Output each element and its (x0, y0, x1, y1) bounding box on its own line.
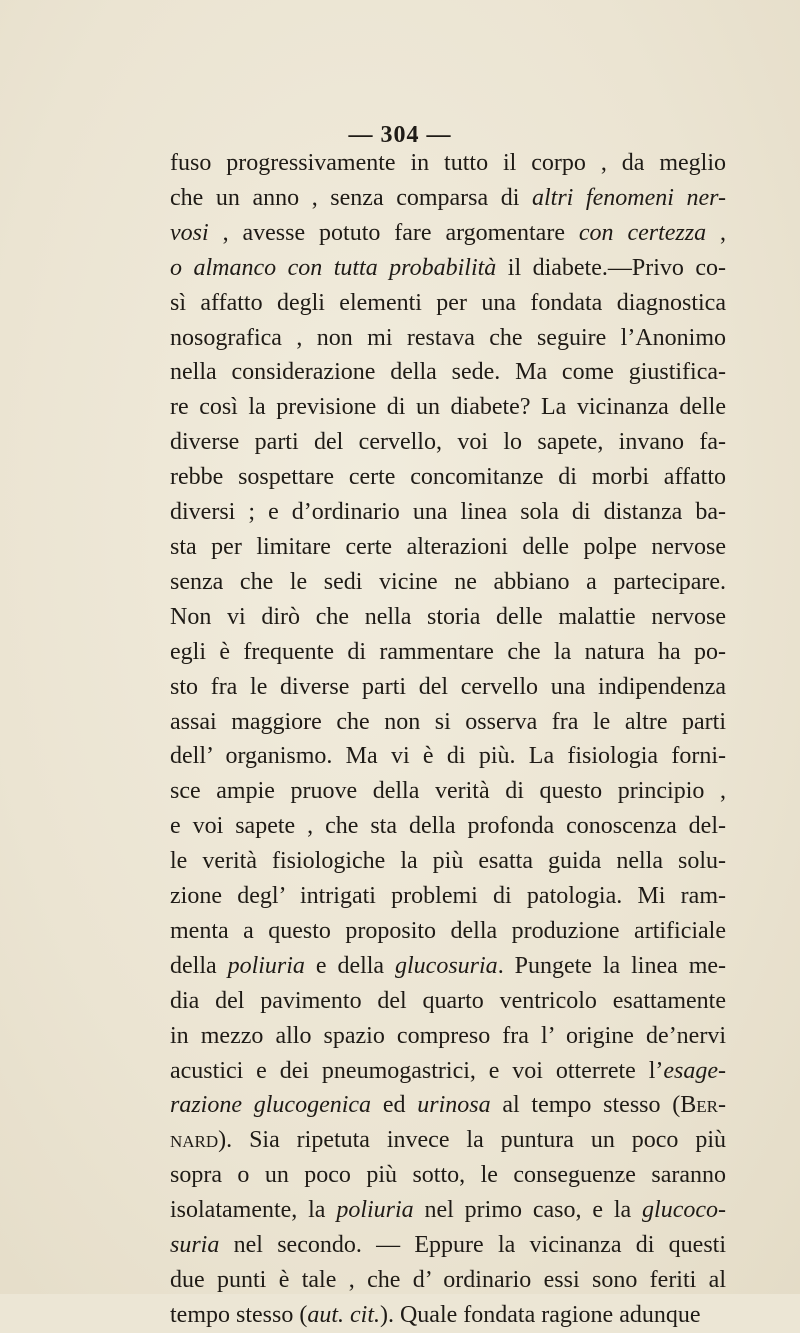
text-segment: isolatamente, la (170, 1197, 337, 1224)
text-line (170, 425, 726, 460)
text-line (170, 914, 726, 949)
text-line (170, 1123, 726, 1158)
text-segment: o almanco con tutta probabilità (170, 254, 497, 281)
text-segment: razione glucogenica (170, 1092, 372, 1119)
text-line (170, 739, 726, 774)
text-segment: nella considerazione della sede. Ma come giustifica- (170, 359, 726, 386)
text-segment: suria (170, 1232, 220, 1259)
text-segment: della (170, 952, 228, 979)
text-line (170, 774, 726, 809)
text-segment: aut. cit. (307, 1301, 380, 1328)
text-line (170, 949, 726, 984)
text-segment: sopra o un poco più sotto, le conseguenze saranno (170, 1162, 726, 1189)
body-text (170, 146, 726, 1333)
text-segment: dia del pavimento del quarto ventricolo esattamente (170, 987, 726, 1014)
text-line (170, 844, 726, 879)
text-line (170, 181, 726, 216)
text-line (170, 390, 726, 425)
text-segment: sì affatto degli elementi per una fondata diagnostica (170, 289, 726, 316)
text-line (170, 1088, 726, 1123)
text-segment: diversi ; e d’ordinario una linea sola di distanza ba- (170, 499, 726, 526)
text-segment: che un anno , senza comparsa di (170, 184, 532, 211)
text-segment: acustici e dei pneumogastrici, e voi otterrete l’ (170, 1057, 664, 1084)
text-line (170, 1263, 726, 1298)
text-segment: e della (304, 952, 396, 979)
text-line (170, 670, 726, 705)
text-segment: ed (371, 1092, 418, 1119)
text-segment: nosografica , non mi restava che seguire l’Anonimo (170, 324, 726, 351)
text-segment: altri fenomeni ner- (532, 184, 726, 211)
text-segment: re così la previsione di un diabete? La vicinanza delle (170, 394, 726, 421)
text-line (170, 495, 726, 530)
text-segment: nard (170, 1127, 219, 1154)
text-segment: ). Sia ripetuta invece la puntura un poco più (218, 1127, 726, 1154)
text-line (170, 600, 726, 635)
text-segment: zione degl’ intrigati problemi di patologia. Mi ram- (170, 883, 726, 910)
text-segment: urinosa (417, 1092, 491, 1119)
text-segment: due punti è tale , che d’ ordinario essi sono feriti al (170, 1267, 726, 1293)
text-line (170, 251, 726, 286)
text-line (170, 565, 726, 600)
text-segment: menta a questo proposito della produzione artificiale (170, 917, 726, 944)
text-segment: poliuria (336, 1197, 414, 1224)
text-line (170, 1158, 726, 1193)
text-line (170, 635, 726, 670)
text-segment: esage- (663, 1057, 726, 1084)
text-line (170, 146, 726, 181)
text-line (170, 705, 726, 740)
text-segment: tempo stesso ( (170, 1301, 308, 1328)
text-segment: nel primo caso, e la (413, 1197, 643, 1224)
text-segment: le verità fisiologiche la più esatta guida nella solu- (170, 848, 726, 875)
text-segment: glucoco- (642, 1197, 726, 1224)
text-segment: in mezzo allo spazio compreso fra l’ origine de’nervi (170, 1022, 726, 1049)
text-segment: vosi (170, 219, 209, 246)
text-line (170, 1019, 726, 1054)
text-segment: il diabete.—Privo co- (496, 254, 726, 281)
text-line (170, 216, 726, 251)
text-line (170, 984, 726, 1019)
text-segment: fuso progressivamente in tutto il corpo , da meglio (170, 150, 726, 176)
text-segment: . Pungete la linea me- (497, 952, 726, 979)
text-segment: , avesse potuto fare argomentare (208, 219, 579, 246)
text-line (170, 460, 726, 495)
text-segment: senza che le sedi vicine ne abbiano a partecipare. (170, 568, 726, 595)
text-line (170, 321, 726, 356)
text-line (170, 809, 726, 844)
text-line (170, 530, 726, 565)
text-segment: dell’ organismo. Ma vi è di più. La fisiologia forni- (170, 743, 726, 770)
text-segment: diverse parti del cervello, voi lo sapete, invano fa- (170, 429, 726, 456)
text-segment: nel secondo. — Eppure la vicinanza di questi (219, 1232, 726, 1259)
text-segment: al tempo stesso ( (490, 1092, 681, 1119)
text-line (170, 879, 726, 914)
text-segment: ). Quale fondata ragione adunque (379, 1301, 701, 1328)
text-line (170, 355, 726, 390)
text-segment: , (706, 219, 726, 246)
text-segment: sce ampie pruove della verità di questo principio , (170, 778, 726, 805)
text-line (170, 1193, 726, 1228)
text-segment: e voi sapete , che sta della profonda conoscenza del- (170, 813, 726, 840)
text-segment: sta per limitare certe alterazioni delle polpe nervose (170, 533, 726, 560)
text-segment: rebbe sospettare certe concomitanze di morbi affatto (170, 464, 726, 491)
text-line (170, 1054, 726, 1089)
text-segment: Ber- (680, 1092, 726, 1119)
text-line (170, 1298, 726, 1333)
text-line (170, 1228, 726, 1263)
text-segment: sto fra le diverse parti del cervello una indipendenza (170, 673, 726, 700)
text-segment: assai maggiore che non si osserva fra le altre parti (170, 708, 726, 735)
text-segment: Non vi dirò che nella storia delle malattie nervose (170, 603, 726, 630)
text-segment: glucosuria (395, 952, 498, 979)
text-segment: con certezza (578, 219, 707, 246)
text-line (170, 286, 726, 321)
text-segment: egli è frequente di rammentare che la natura ha po- (170, 638, 726, 665)
text-segment: poliuria (227, 952, 305, 979)
page-number: — 304 — (348, 122, 452, 148)
